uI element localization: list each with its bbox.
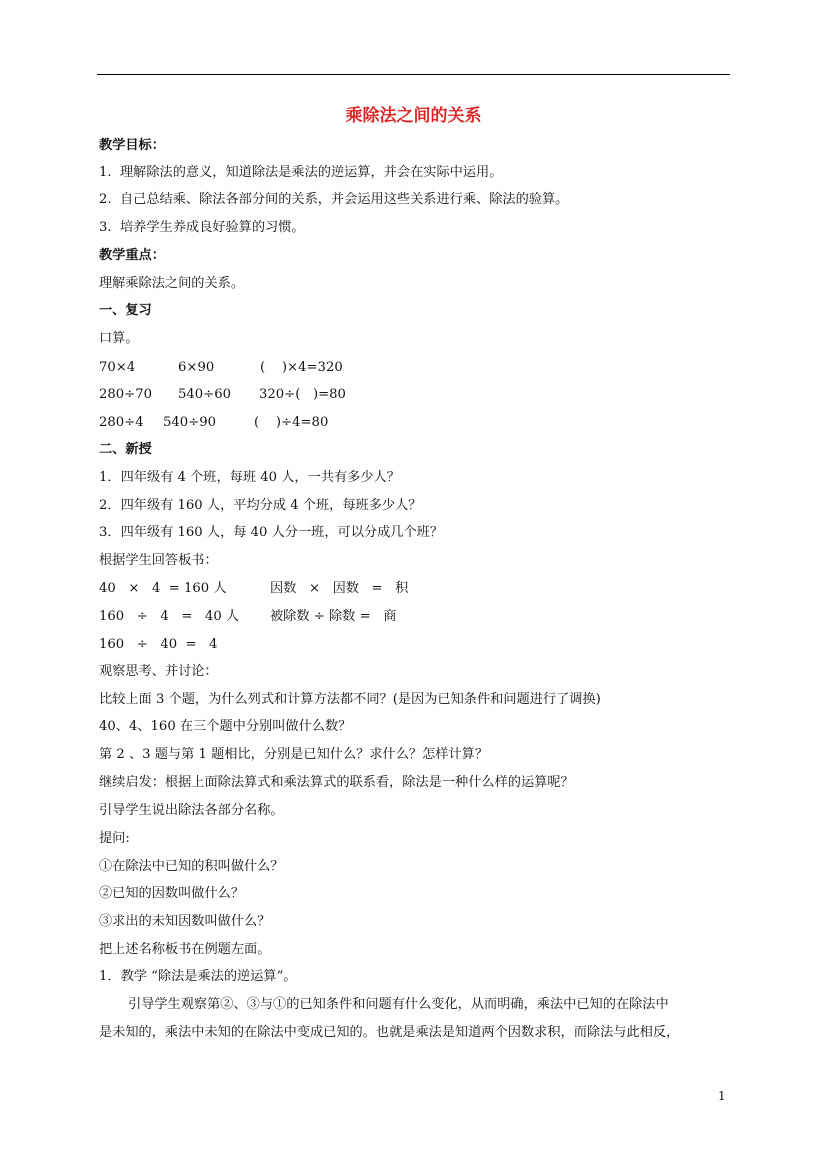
- discussion-line: 引导学生说出除法各部分名称。: [99, 803, 284, 818]
- goal-item: 2. 自己总结乘、除法各部分间的关系，并会运用这些关系进行乘、除法的验算。: [99, 192, 569, 207]
- discussion-line: 比较上面 3 个题，为什么列式和计算方法都不同？(是因为已知条件和问题进行了调换): [99, 692, 601, 707]
- board-relation: 被除数 ÷ 除数 = 商: [270, 609, 397, 624]
- discussion-line: ②已知的因数叫做什么？: [99, 886, 245, 901]
- oral-cell: 540÷60: [178, 387, 232, 402]
- oral-cell: 320÷( )=80: [259, 387, 346, 402]
- focus-text: 理解乘除法之间的关系。: [99, 276, 245, 291]
- oral-cell: 280÷70: [99, 387, 153, 402]
- goal-item: 1. 理解除法的意义，知道除法是乘法的逆运算，并会在实际中运用。: [99, 165, 503, 180]
- oral-cell: 6×90: [178, 360, 215, 375]
- page-number: 1: [718, 1089, 726, 1103]
- discussion-line: 第 2 、3 题与第 1 题相比，分别是已知什么？求什么？怎样计算？: [99, 747, 489, 762]
- discussion-line: 40、4、160 在三个题中分别叫做什么数？: [99, 719, 352, 734]
- discussion-line: ①在除法中已知的积叫做什么？: [99, 859, 284, 874]
- discussion-line: 把上述名称板书在例题左面。: [99, 942, 271, 957]
- board-intro: 根据学生回答板书：: [99, 553, 218, 568]
- board-equation: 160 ÷ 40 = 4: [99, 637, 218, 652]
- header-rule: [97, 74, 730, 75]
- discussion-line: ③求出的未知因数叫做什么？: [99, 914, 271, 929]
- board-equation: 40 × 4 = 160 人: [99, 581, 227, 596]
- problem-item: 2．四年级有 160 人，平均分成 4 个班，每班多少人？: [99, 498, 422, 513]
- board-relation: 因数 × 因数 = 积: [270, 581, 409, 596]
- body-paragraph-line: 引导学生观察第②、③与①的已知条件和问题有什么变化，从而明确，乘法中已知的在除法中: [128, 997, 669, 1012]
- discussion-line: 提问:: [99, 831, 130, 846]
- oral-cell: 540÷90: [163, 415, 217, 430]
- problem-item: 3．四年级有 160 人，每 40 人分一班，可以分成几个班？: [99, 525, 444, 540]
- new-heading: 二、新授: [99, 442, 152, 457]
- body-paragraph-line: 是未知的，乘法中未知的在除法中变成已知的。也就是乘法是知道两个因数求积，而除法与此相反，: [99, 1025, 680, 1040]
- goals-heading: 教学目标：: [99, 138, 165, 153]
- oral-cell: ( )÷4=80: [254, 415, 329, 430]
- oral-cell: 70×4: [99, 360, 136, 375]
- board-equation: 160 ÷ 4 = 40 人: [99, 609, 240, 624]
- oral-cell: 280÷4: [99, 415, 144, 430]
- discussion-line: 继续启发：根据上面除法算式和乘法算式的联系看，除法是一种什么样的运算呢？: [99, 775, 574, 790]
- review-heading: 一、复习: [99, 303, 152, 318]
- document-title: 乘除法之间的关系: [345, 106, 482, 126]
- goal-item: 3. 培养学生养成良好验算的习惯。: [99, 220, 305, 235]
- focus-heading: 教学重点：: [99, 248, 165, 263]
- discussion-line: 观察思考、并讨论：: [99, 664, 218, 679]
- problem-item: 1．四年级有 4 个班，每班 40 人，一共有多少人？: [99, 470, 400, 485]
- oral-cell: ( )×4=320: [260, 360, 343, 375]
- discussion-line: 1．教学 “除法是乘法的逆运算”。: [99, 969, 297, 984]
- oral-label: 口算。: [99, 331, 139, 346]
